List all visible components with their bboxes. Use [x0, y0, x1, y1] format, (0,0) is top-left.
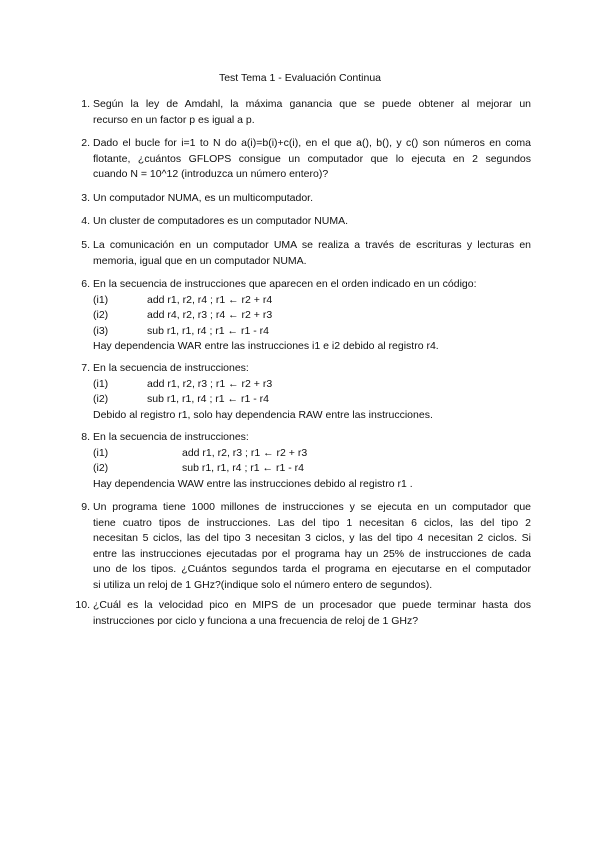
instruction-row [93, 377, 531, 393]
question-text [93, 598, 531, 629]
instruction-label: (i3) [93, 324, 109, 337]
instruction-label: (i1) [93, 446, 109, 459]
instruction-code: sub r1, r1, r4 ; r1 ← r1 - r4 [147, 324, 269, 337]
text-line: tiene cuatro tipos de instrucciones. Las del tipo 1 necesitan 6 ciclos, las del tipo 2 [93, 516, 531, 529]
question-number: 6. [81, 278, 90, 290]
question-number: 9. [81, 501, 90, 513]
question-text [93, 361, 531, 423]
instruction-row [93, 308, 531, 324]
question-text [93, 136, 531, 183]
instruction-label: (i2) [93, 309, 109, 321]
instruction-row [93, 392, 531, 408]
text-line: La comunicación en un computador UMA se realiza a través de escrituras y lecturas en [93, 239, 531, 251]
instruction-label: (i2) [93, 462, 109, 474]
instruction-label: (i2) [93, 393, 109, 405]
question-number: 5. [81, 239, 90, 251]
instruction-code: add r1, r2, r4 ; r1 ← r2 + r4 [147, 293, 273, 306]
question-number: 4. [81, 215, 90, 227]
instruction-code: add r1, r2, r3 ; r1 ← r2 + r3 [182, 446, 308, 459]
instruction-row [93, 324, 531, 340]
instruction-code: add r4, r2, r3 ; r4 ← r2 + r3 [147, 309, 273, 321]
text-line: flotante, ¿cuántos GFLOPS consigue un computador que lo ejecuta en 2 segundos [93, 152, 531, 165]
instruction-row [93, 461, 531, 477]
instruction-code: sub r1, r1, r4 ; r1 ← r1 - r4 [147, 393, 269, 405]
question-number: 3. [81, 192, 90, 204]
text-line: Según la ley de Amdahl, la máxima ganancia que se puede obtener al mejorar un [93, 98, 531, 110]
text-line: Dado el bucle for i=1 to N do a(i)=b(i)+c(i), en el que a(), b(), y c() son números en coma [93, 137, 531, 149]
question-text [93, 277, 531, 355]
question-text [93, 500, 531, 593]
page-title: Test Tema 1 - Evaluación Continua [218, 72, 382, 84]
text-line: cuando N = 10^12 (introduzca un número entero)? [93, 168, 329, 180]
question-number: 10. [75, 599, 90, 611]
text-line: recurso en un factor p es igual a p. [93, 113, 255, 126]
text-line: Un computador NUMA, es un multicomputador. [93, 192, 314, 204]
text-line: memoria, igual que en un computador NUMA. [93, 254, 307, 267]
instruction-code: sub r1, r1, r4 ; r1 ← r1 - r4 [182, 462, 304, 474]
text-line: Un programa tiene 1000 millones de instrucciones y se ejecuta en un computador que [93, 501, 531, 513]
instruction-label: (i1) [93, 377, 109, 390]
text-line: entre las instrucciones ejecutadas por el programa hay un 25% de instrucciones de cada [93, 547, 531, 560]
text-line: En la secuencia de instrucciones: [93, 362, 249, 374]
text-line: Hay dependencia WAW entre las instrucciones debido al registro r1 . [93, 477, 413, 490]
text-line: Un cluster de computadores es un computador NUMA. [93, 215, 349, 227]
question-number: 7. [81, 362, 90, 374]
instruction-label: (i1) [93, 293, 109, 306]
text-line: uno de los tipos. ¿Cuántos segundos tarda el programa en ejecutarse en el computador [93, 563, 531, 575]
question-number: 1. [81, 98, 90, 110]
instruction-code: add r1, r2, r3 ; r1 ← r2 + r3 [147, 377, 273, 390]
instruction-row [93, 293, 531, 309]
question-text [93, 97, 531, 128]
text-line: necesitan 5 ciclos, las del tipo 3 necesitan 3 ciclos, y las del tipo 4 necesitan 2 ciclos. Si [93, 532, 531, 544]
question-text [93, 191, 531, 207]
text-line: En la secuencia de instrucciones que aparecen en el orden indicado en un código: [93, 278, 477, 290]
question-number: 2. [81, 137, 90, 149]
question-text [93, 430, 531, 492]
question-number: 8. [81, 431, 90, 443]
instruction-row [93, 446, 531, 462]
text-line: Debido al registro r1, solo hay dependencia RAW entre las instrucciones. [93, 408, 433, 421]
text-line: instrucciones por ciclo y funciona a una frecuencia de reloj de 1 GHz? [93, 614, 419, 627]
question-text [93, 214, 531, 230]
question-text [93, 238, 531, 269]
text-line: ¿Cuál es la velocidad pico en MIPS de un procesador que puede terminar hasta dos [93, 599, 531, 611]
text-line: En la secuencia de instrucciones: [93, 431, 249, 443]
text-line: si utiliza un reloj de 1 GHz?(indique solo el número entero de segundos). [93, 578, 433, 591]
text-line: Hay dependencia WAR entre las instrucciones i1 e i2 debido al registro r4. [93, 340, 439, 352]
